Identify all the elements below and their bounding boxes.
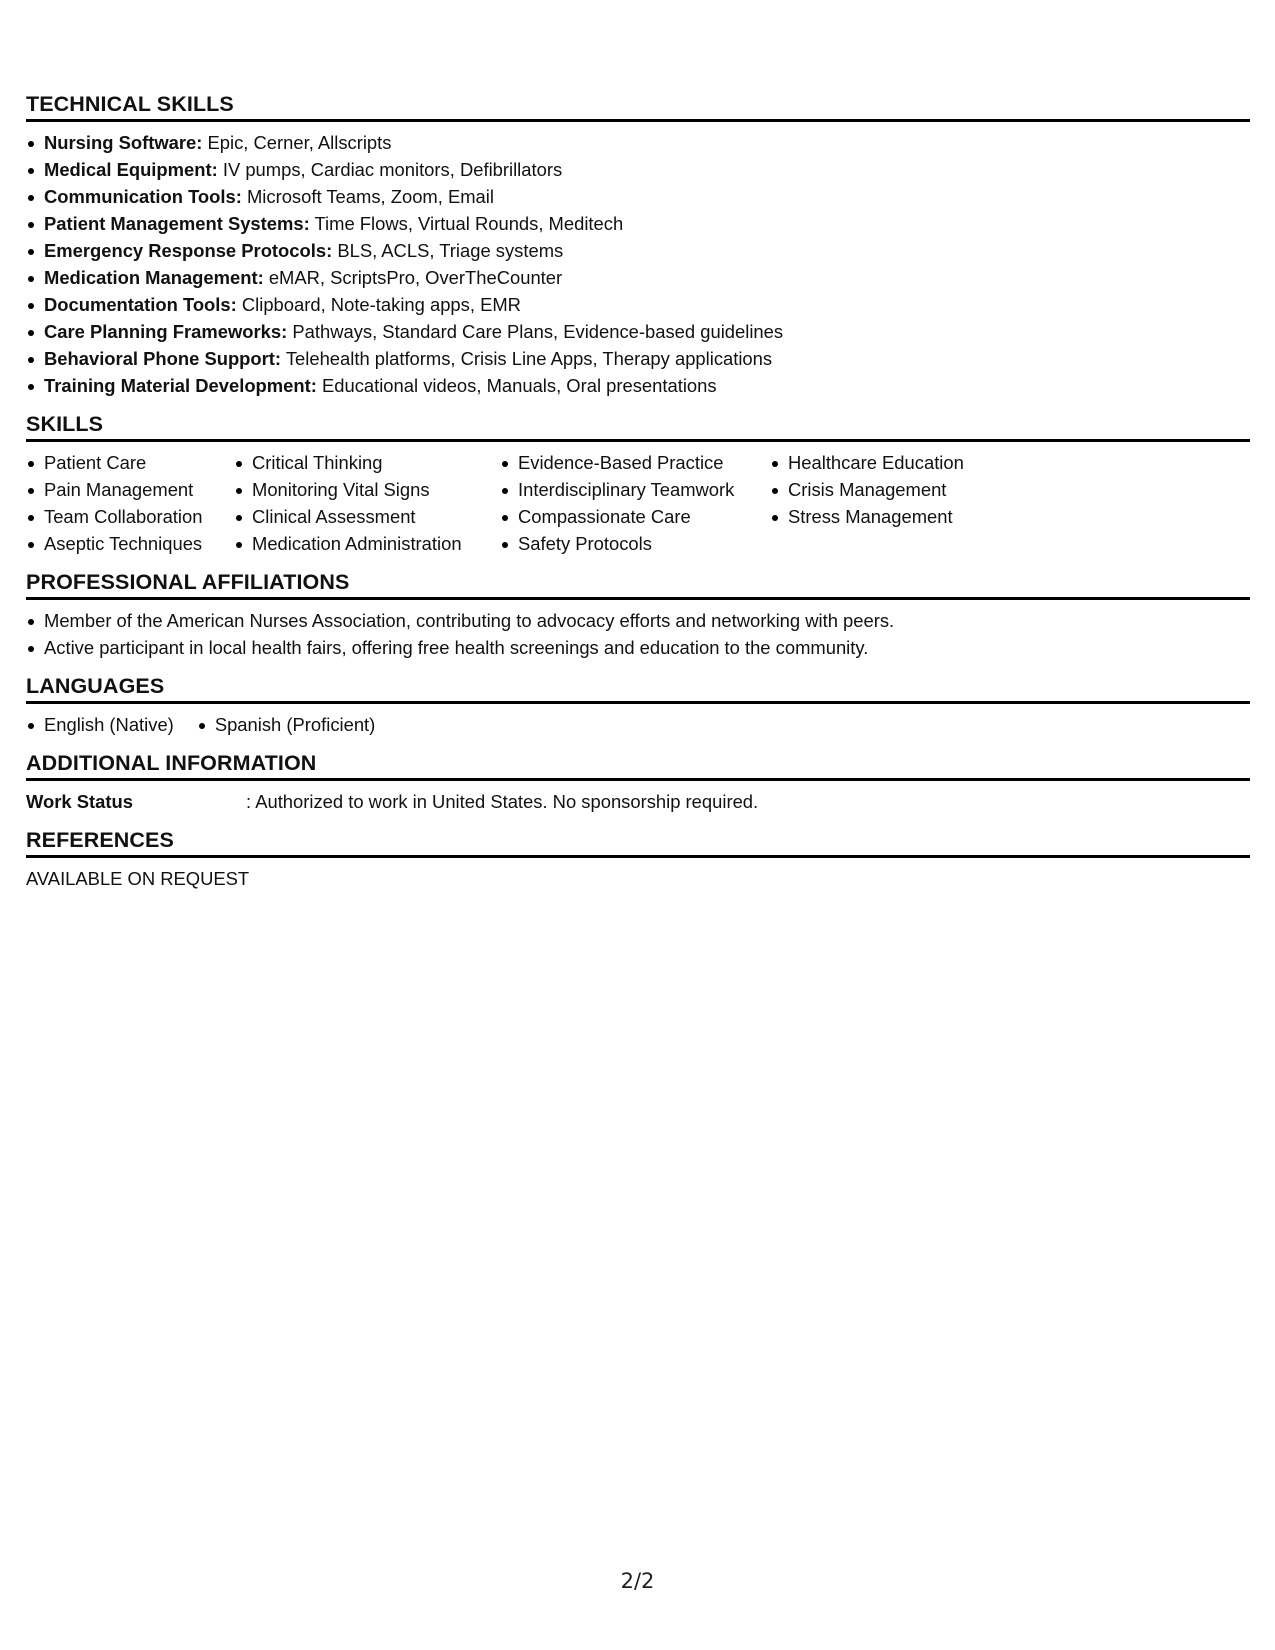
technical-skills-section	[26, 92, 1250, 399]
list-item: Member of the American Nurses Association, contributing to advocacy efforts and networking with peers.	[26, 607, 1250, 634]
skills-section	[26, 412, 1250, 557]
work-status-value: : Authorized to work in United States. No sponsorship required.	[246, 791, 759, 812]
skills-columns	[26, 449, 1250, 557]
skill-values: Pathways, Standard Care Plans, Evidence-based guidelines	[287, 321, 784, 342]
skill-values: eMAR, ScriptsPro, OverTheCounter	[263, 267, 563, 288]
skill-item: Patient Care	[26, 449, 234, 476]
skill-item: Stress Management	[770, 503, 1030, 530]
skill-item: Critical Thinking	[234, 449, 500, 476]
skill-values: BLS, ACLS, Triage systems	[332, 240, 564, 261]
section-divider	[26, 778, 1250, 781]
skills-column	[500, 449, 770, 557]
skill-values: Telehealth platforms, Crisis Line Apps, Therapy applications	[281, 348, 773, 369]
list-item	[26, 129, 1250, 156]
skill-values: Epic, Cerner, Allscripts	[202, 132, 392, 153]
language-item: English (Native)	[26, 711, 174, 738]
skill-category: Care Planning Frameworks:	[44, 321, 288, 342]
references-section	[26, 828, 1250, 892]
list-item	[26, 291, 1250, 318]
skill-item: Team Collaboration	[26, 503, 234, 530]
affiliations-list	[26, 607, 1250, 661]
skill-category: Nursing Software:	[44, 132, 203, 153]
section-divider	[26, 597, 1250, 600]
skill-values: Educational videos, Manuals, Oral presentations	[316, 375, 717, 396]
section-title: SKILLS	[26, 412, 104, 436]
skill-category: Behavioral Phone Support:	[44, 348, 282, 369]
section-title: ADDITIONAL INFORMATION	[26, 751, 317, 775]
section-divider	[26, 119, 1250, 122]
skill-category: Patient Management Systems:	[44, 213, 310, 234]
skill-category: Documentation Tools:	[44, 294, 237, 315]
affiliations-section	[26, 570, 1250, 661]
skill-item: Pain Management	[26, 476, 234, 503]
skill-item: Monitoring Vital Signs	[234, 476, 500, 503]
skill-category: Medical Equipment:	[44, 159, 218, 180]
references-text: AVAILABLE ON REQUEST	[26, 868, 250, 889]
skill-item: Compassionate Care	[500, 503, 770, 530]
skill-item: Clinical Assessment	[234, 503, 500, 530]
technical-skills-list	[26, 129, 1250, 399]
section-title: TECHNICAL SKILLS	[26, 92, 234, 116]
list-item	[26, 210, 1250, 237]
languages-section	[26, 674, 1250, 738]
skills-column	[234, 449, 500, 557]
skill-category: Communication Tools:	[44, 186, 242, 207]
languages-list	[26, 711, 1250, 738]
section-divider	[26, 855, 1250, 858]
list-item	[26, 318, 1250, 345]
skill-item: Aseptic Techniques	[26, 530, 234, 557]
skill-values: Clipboard, Note-taking apps, EMR	[236, 294, 521, 315]
section-divider	[26, 439, 1250, 442]
section-title: REFERENCES	[26, 828, 174, 852]
skills-column	[26, 449, 234, 557]
skill-item: Healthcare Education	[770, 449, 1030, 476]
list-item	[26, 183, 1250, 210]
section-title: LANGUAGES	[26, 674, 165, 698]
skills-column	[770, 449, 1030, 557]
list-item	[26, 372, 1250, 399]
skill-item: Crisis Management	[770, 476, 1030, 503]
skill-item: Interdisciplinary Teamwork	[500, 476, 770, 503]
list-item	[26, 237, 1250, 264]
additional-info-section	[26, 751, 1250, 815]
skill-item: Safety Protocols	[500, 530, 770, 557]
skill-item: Medication Administration	[234, 530, 500, 557]
list-item: Active participant in local health fairs, offering free health screenings and education to the community.	[26, 634, 1250, 661]
list-item	[26, 345, 1250, 372]
section-divider	[26, 701, 1250, 704]
language-item: Spanish (Proficient)	[197, 711, 375, 738]
skill-item: Evidence-Based Practice	[500, 449, 770, 476]
list-item	[26, 156, 1250, 183]
skill-category: Training Material Development:	[44, 375, 317, 396]
skill-values: Microsoft Teams, Zoom, Email	[241, 186, 494, 207]
skill-category: Emergency Response Protocols:	[44, 240, 333, 261]
section-title: PROFESSIONAL AFFILIATIONS	[26, 570, 350, 594]
page-number: 2/2	[620, 1569, 655, 1593]
list-item	[26, 264, 1250, 291]
work-status-row	[26, 788, 1250, 815]
skill-values: Time Flows, Virtual Rounds, Meditech	[309, 213, 624, 234]
skill-values: IV pumps, Cardiac monitors, Defibrillators	[217, 159, 563, 180]
skill-category: Medication Management:	[44, 267, 264, 288]
work-status-label: Work Status	[26, 791, 133, 812]
resume-page	[26, 92, 1250, 905]
